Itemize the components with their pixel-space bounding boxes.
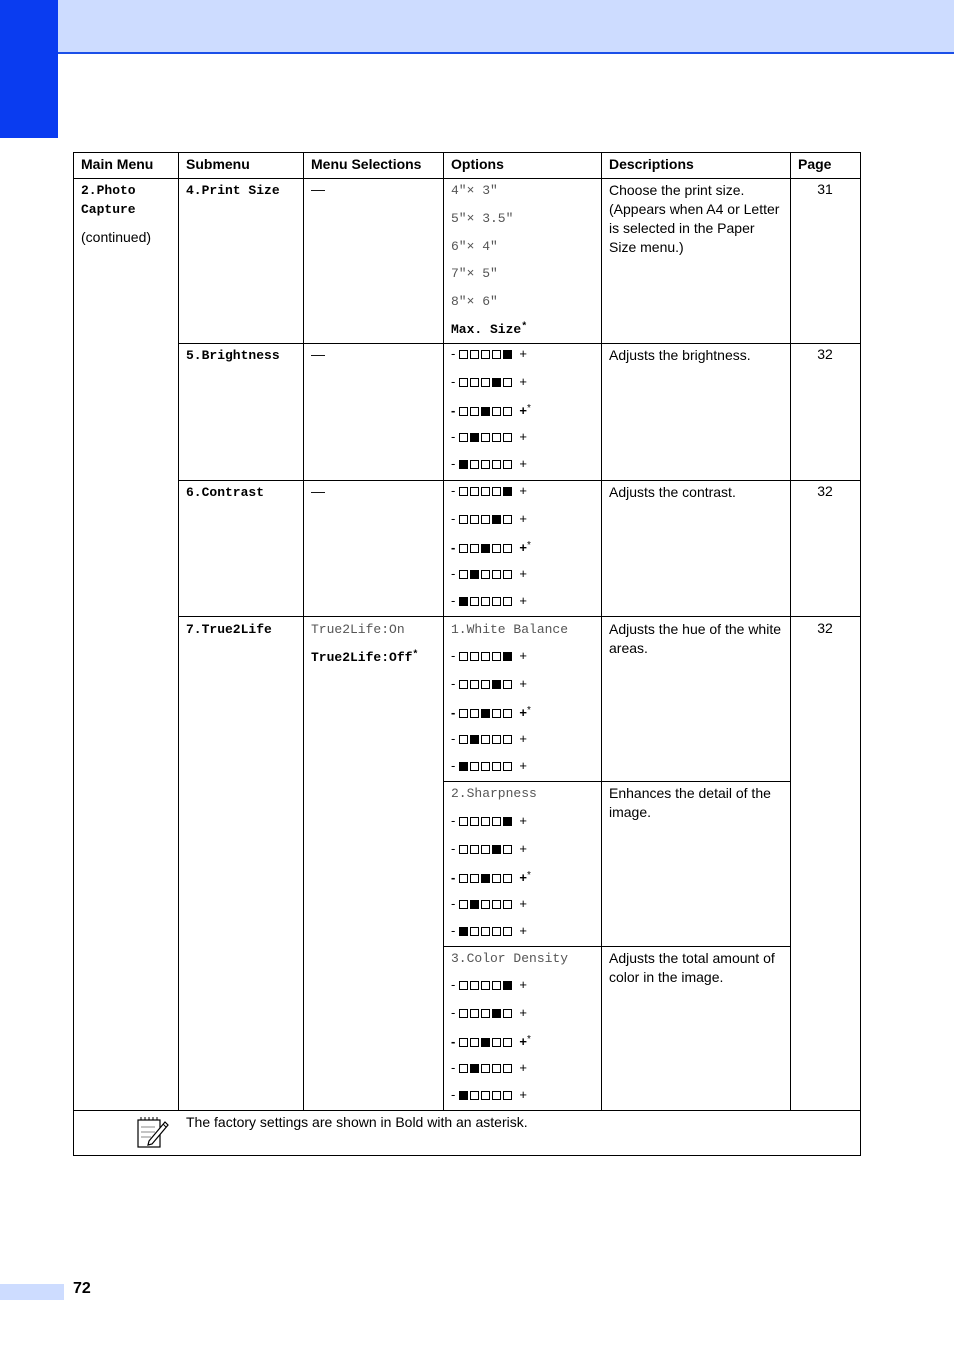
option-group-white-balance: 1.White Balance xyxy=(451,622,569,637)
selection-true2life-off: True2Life:Off* xyxy=(311,650,419,665)
slider-square xyxy=(503,817,512,826)
slider-square xyxy=(492,350,501,359)
slider-square xyxy=(470,1009,479,1018)
slider-square xyxy=(470,874,479,883)
slider-square xyxy=(470,407,479,416)
page-ref-true2life: 32 xyxy=(817,620,833,636)
slider-option: - + xyxy=(451,648,527,663)
description-brightness: Adjusts the brightness. xyxy=(609,347,751,363)
slider-square xyxy=(492,407,501,416)
slider-square xyxy=(470,845,479,854)
option-size: 7"× 5" xyxy=(451,266,498,281)
slider-square xyxy=(481,680,490,689)
slider-square xyxy=(481,927,490,936)
slider-option: - + xyxy=(451,483,527,498)
slider-square xyxy=(503,735,512,744)
slider-square xyxy=(470,652,479,661)
slider-square xyxy=(492,487,501,496)
submenu-contrast: 6.Contrast xyxy=(186,485,265,500)
slider-square xyxy=(481,709,490,718)
slider-square xyxy=(481,735,490,744)
slider-square xyxy=(492,1038,501,1047)
slider-square xyxy=(481,597,490,606)
slider-square xyxy=(459,817,468,826)
slider-square xyxy=(459,433,468,442)
slider-square xyxy=(470,487,479,496)
slider-square xyxy=(470,735,479,744)
slider-square xyxy=(459,762,468,771)
slider-square xyxy=(459,1038,468,1047)
slider-square xyxy=(459,1064,468,1073)
menu-table xyxy=(73,152,861,1156)
description-sharpness: Enhances the detail of the image. xyxy=(609,785,771,820)
slider-option: - + xyxy=(451,593,527,609)
header-menu-selections: Menu Selections xyxy=(311,156,422,172)
page-ref-print-size: 31 xyxy=(817,181,833,197)
slider-square xyxy=(492,927,501,936)
slider-square xyxy=(481,407,490,416)
option-size: 5"× 3.5" xyxy=(451,211,514,226)
slider-square xyxy=(481,817,490,826)
slider-square xyxy=(459,709,468,718)
slider-square xyxy=(503,460,512,469)
slider-square xyxy=(470,544,479,553)
slider-square xyxy=(503,845,512,854)
slider-square xyxy=(503,981,512,990)
slider-square xyxy=(459,927,468,936)
option-size: 6"× 4" xyxy=(451,239,498,254)
slider-square xyxy=(481,515,490,524)
description-contrast: Adjusts the contrast. xyxy=(609,484,736,500)
slider-option: - +* xyxy=(451,705,531,721)
slider-square xyxy=(459,652,468,661)
slider-square xyxy=(481,762,490,771)
slider-option: - +* xyxy=(451,403,531,419)
slider-square xyxy=(492,1009,501,1018)
slider-square xyxy=(492,845,501,854)
slider-square xyxy=(481,1064,490,1073)
header-descriptions: Descriptions xyxy=(609,156,694,172)
slider-square xyxy=(492,981,501,990)
slider-option: - + xyxy=(451,1004,527,1020)
slider-square xyxy=(492,900,501,909)
slider-square xyxy=(459,378,468,387)
slider-option: - +* xyxy=(451,870,531,886)
slider-square xyxy=(470,762,479,771)
option-size: 8"× 6" xyxy=(451,294,498,309)
slider-square xyxy=(459,1091,468,1100)
selection-true2life-on: True2Life:On xyxy=(311,622,405,637)
slider-option: - + xyxy=(451,895,527,911)
slider-square xyxy=(503,1038,512,1047)
slider-square xyxy=(503,407,512,416)
slider-option: - + xyxy=(451,730,527,746)
slider-square xyxy=(470,1064,479,1073)
header-submenu: Submenu xyxy=(186,156,250,172)
slider-square xyxy=(481,1038,490,1047)
slider-square xyxy=(470,597,479,606)
slider-square xyxy=(503,378,512,387)
slider-square xyxy=(492,709,501,718)
slider-square xyxy=(470,927,479,936)
slider-square xyxy=(459,1009,468,1018)
slider-square xyxy=(503,709,512,718)
note-text: The factory settings are shown in Bold with an asterisk. xyxy=(186,1114,528,1130)
slider-square xyxy=(492,597,501,606)
slider-square xyxy=(503,652,512,661)
header-page: Page xyxy=(798,156,832,172)
slider-option: - + xyxy=(451,758,527,774)
slider-square xyxy=(503,1009,512,1018)
slider-square xyxy=(470,570,479,579)
slider-option: - + xyxy=(451,1059,527,1075)
slider-square xyxy=(470,981,479,990)
footer-bar xyxy=(0,1284,64,1300)
page-number: 72 xyxy=(73,1280,91,1297)
header-main-menu: Main Menu xyxy=(81,156,154,172)
slider-option: - + xyxy=(451,346,527,361)
slider-option: - + xyxy=(451,373,527,389)
slider-square xyxy=(470,709,479,718)
slider-square xyxy=(503,762,512,771)
submenu-true2life: 7.True2Life xyxy=(186,622,272,637)
slider-square xyxy=(503,874,512,883)
slider-square xyxy=(481,845,490,854)
slider-square xyxy=(481,487,490,496)
slider-square xyxy=(492,817,501,826)
description-color-density: Adjusts the total amount of color in the image. xyxy=(609,950,775,985)
option-group-sharpness: 2.Sharpness xyxy=(451,786,537,801)
submenu-print-size: 4.Print Size xyxy=(186,183,280,198)
chapter-tab xyxy=(0,0,58,138)
slider-square xyxy=(481,1009,490,1018)
slider-square xyxy=(481,981,490,990)
slider-option: - + xyxy=(451,565,527,581)
slider-square xyxy=(459,680,468,689)
slider-square xyxy=(492,515,501,524)
slider-square xyxy=(459,407,468,416)
slider-square xyxy=(492,544,501,553)
submenu-brightness: 5.Brightness xyxy=(186,348,280,363)
description-print-size: Choose the print size. (Appears when A4 or Letter is selected in the Paper Size menu.) xyxy=(609,182,780,255)
slider-square xyxy=(492,735,501,744)
slider-square xyxy=(481,570,490,579)
option-size-default: Max. Size* xyxy=(451,322,528,337)
slider-square xyxy=(459,845,468,854)
slider-square xyxy=(459,515,468,524)
slider-square xyxy=(503,433,512,442)
slider-option: - + xyxy=(451,428,527,444)
option-group-color-density: 3.Color Density xyxy=(451,951,569,966)
selection-contrast: — xyxy=(311,483,325,499)
header-options: Options xyxy=(451,156,504,172)
slider-square xyxy=(481,874,490,883)
slider-square xyxy=(470,515,479,524)
slider-square xyxy=(503,1064,512,1073)
slider-square xyxy=(503,1091,512,1100)
option-size: 4"× 3" xyxy=(451,183,498,198)
slider-square xyxy=(459,874,468,883)
slider-option: - + xyxy=(451,840,527,856)
slider-square xyxy=(470,460,479,469)
slider-square xyxy=(481,544,490,553)
slider-square xyxy=(470,1091,479,1100)
description-white-balance: Adjusts the hue of the white areas. xyxy=(609,621,781,656)
slider-square xyxy=(503,515,512,524)
slider-square xyxy=(503,544,512,553)
slider-square xyxy=(492,1064,501,1073)
slider-square xyxy=(459,900,468,909)
slider-square xyxy=(459,735,468,744)
slider-square xyxy=(470,900,479,909)
slider-option: - + xyxy=(451,456,527,472)
slider-square xyxy=(492,1091,501,1100)
slider-square xyxy=(481,900,490,909)
slider-option: - +* xyxy=(451,540,531,556)
page-ref-brightness: 32 xyxy=(817,346,833,362)
slider-square xyxy=(503,927,512,936)
slider-square xyxy=(503,350,512,359)
slider-square xyxy=(492,460,501,469)
slider-square xyxy=(481,1091,490,1100)
slider-option: - + xyxy=(451,675,527,691)
selection-print-size: — xyxy=(311,181,325,197)
slider-option: - + xyxy=(451,510,527,526)
slider-square xyxy=(459,981,468,990)
slider-square xyxy=(459,544,468,553)
slider-square xyxy=(492,378,501,387)
slider-square xyxy=(481,378,490,387)
slider-square xyxy=(470,378,479,387)
slider-square xyxy=(459,460,468,469)
slider-square xyxy=(459,597,468,606)
slider-option: - + xyxy=(451,923,527,939)
main-menu-line1: 2.Photo xyxy=(81,183,136,198)
slider-square xyxy=(503,900,512,909)
slider-square xyxy=(459,570,468,579)
slider-square xyxy=(492,874,501,883)
page-ref-contrast: 32 xyxy=(817,483,833,499)
slider-square xyxy=(470,350,479,359)
slider-square xyxy=(459,487,468,496)
slider-option: - + xyxy=(451,813,527,828)
slider-square xyxy=(481,460,490,469)
slider-option: - +* xyxy=(451,1034,531,1050)
slider-square xyxy=(481,433,490,442)
slider-square xyxy=(492,762,501,771)
notepad-pencil-icon xyxy=(135,1114,171,1150)
slider-square xyxy=(470,433,479,442)
main-menu-line2: Capture xyxy=(81,202,136,217)
slider-square xyxy=(481,652,490,661)
slider-square xyxy=(503,680,512,689)
slider-option: - + xyxy=(451,1087,527,1103)
slider-option: - + xyxy=(451,977,527,992)
slider-square xyxy=(459,350,468,359)
slider-square xyxy=(492,680,501,689)
slider-square xyxy=(503,597,512,606)
slider-square xyxy=(492,433,501,442)
slider-square xyxy=(470,1038,479,1047)
slider-square xyxy=(503,487,512,496)
slider-square xyxy=(503,570,512,579)
selection-brightness: — xyxy=(311,346,325,362)
header-band xyxy=(58,0,954,54)
slider-square xyxy=(481,350,490,359)
slider-square xyxy=(492,652,501,661)
slider-square xyxy=(470,817,479,826)
main-menu-continued: (continued) xyxy=(81,229,152,245)
slider-square xyxy=(492,570,501,579)
slider-square xyxy=(470,680,479,689)
